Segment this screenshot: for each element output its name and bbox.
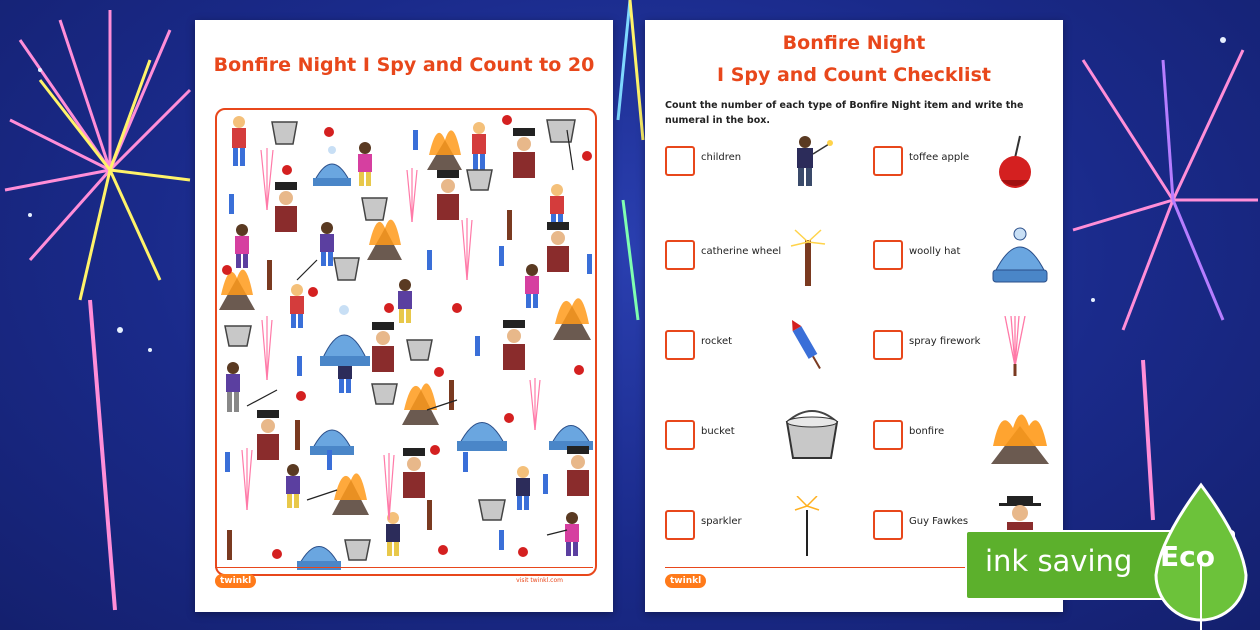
- bucket-icon: [547, 120, 575, 142]
- count-box[interactable]: [873, 420, 903, 450]
- bonfire-icon: [219, 270, 255, 310]
- guy-fawkes-icon: [503, 320, 525, 370]
- catherine-wheel-icon: [227, 210, 512, 560]
- checklist-item-catherine-wheel: [665, 226, 855, 286]
- count-box[interactable]: [873, 240, 903, 270]
- bucket-icon: [407, 340, 432, 360]
- bonfire-icon: [985, 406, 1055, 466]
- checklist-title-line1: Bonfire Night: [782, 32, 926, 54]
- bucket-icon: [362, 198, 387, 220]
- eco-label: Eco: [1160, 540, 1215, 573]
- toffee-apple-icon: [985, 132, 1055, 192]
- item-label: children: [701, 152, 742, 163]
- bucket-icon: [479, 500, 505, 520]
- child-icon: [232, 116, 246, 166]
- bucket-icon: [372, 384, 397, 404]
- item-label: woolly hat: [909, 246, 961, 257]
- checklist-item-sparkler: [665, 496, 855, 556]
- firework-left-decoration: [0, 0, 200, 630]
- firework-middle-decoration: [613, 0, 647, 630]
- item-label: spray firework: [909, 336, 981, 347]
- count-box[interactable]: [665, 240, 695, 270]
- bucket-icon: [777, 406, 847, 466]
- bonfire-icon: [427, 130, 462, 170]
- child-icon: [235, 224, 249, 268]
- bucket-icon: [334, 258, 359, 280]
- child-icon: [472, 122, 486, 170]
- guy-fawkes-icon: [257, 410, 279, 460]
- bucket-icon: [345, 540, 370, 560]
- checklist-instructions: Count the number of each type of Bonfire Night item and write the numeral in the box.: [665, 100, 1024, 126]
- child-icon: [358, 142, 372, 186]
- woolly-hat-icon: [985, 226, 1055, 286]
- item-label: bucket: [701, 426, 735, 437]
- i-spy-picture: [215, 108, 597, 576]
- i-spy-illustration: [217, 110, 595, 574]
- count-box[interactable]: [665, 510, 695, 540]
- child-icon: [565, 512, 579, 556]
- guy-fawkes-icon: [372, 322, 394, 372]
- bonfire-icon: [367, 220, 402, 260]
- child-icon: [550, 184, 564, 228]
- count-box[interactable]: [665, 146, 695, 176]
- checklist-item-children: [665, 132, 855, 192]
- item-label: sparkler: [701, 516, 742, 527]
- twinkl-logo: twinkl: [215, 574, 256, 588]
- twinkl-logo: twinkl: [665, 574, 706, 588]
- item-label: bonfire: [909, 426, 945, 437]
- child-icon: [525, 264, 539, 308]
- spray-firework-icon: [985, 316, 1055, 376]
- child-icon: [226, 362, 240, 412]
- i-spy-worksheet: [195, 20, 613, 612]
- bonfire-icon: [332, 473, 369, 515]
- count-box[interactable]: [665, 330, 695, 360]
- guy-fawkes-icon: [403, 448, 425, 498]
- count-box[interactable]: [873, 330, 903, 360]
- bucket-icon: [272, 122, 297, 144]
- bonfire-icon: [553, 298, 591, 340]
- rocket-icon: [777, 316, 847, 376]
- child-with-sparkler-icon: [777, 132, 847, 192]
- ink-saving-text: ink saving: [985, 544, 1133, 578]
- woolly-hat-icon: [313, 146, 351, 186]
- checklist-item-rocket: [665, 316, 855, 376]
- checklist-item-bucket: [665, 406, 855, 466]
- checklist-worksheet: [645, 20, 1063, 612]
- count-box[interactable]: [873, 146, 903, 176]
- item-label: rocket: [701, 336, 733, 347]
- item-label: toffee apple: [909, 152, 970, 163]
- bucket-icon: [225, 326, 251, 346]
- checklist-title-line2: I Spy and Count Checklist: [717, 64, 991, 86]
- footer-url: visit twinkl.com: [516, 577, 563, 584]
- guy-fawkes-icon: [513, 128, 535, 178]
- item-label: Guy Fawkes: [909, 516, 969, 527]
- woolly-hat-icon: [457, 423, 507, 452]
- checklist-item-bonfire: [873, 406, 1063, 466]
- sparkler-icon: [777, 496, 847, 556]
- child-icon: [320, 222, 334, 266]
- guy-fawkes-icon: [547, 222, 569, 272]
- woolly-hat-icon: [320, 305, 370, 366]
- checklist-item-woolly-hat: [873, 226, 1063, 286]
- worksheet-title: Bonfire Night I Spy and Count to 20: [213, 54, 595, 76]
- guy-fawkes-icon: [437, 170, 459, 220]
- child-icon: [516, 466, 530, 510]
- child-icon: [290, 284, 304, 328]
- count-box[interactable]: [665, 420, 695, 450]
- count-box[interactable]: [873, 510, 903, 540]
- guy-fawkes-icon: [567, 446, 589, 496]
- child-icon: [286, 464, 300, 508]
- checklist-item-toffee-apple: [873, 132, 1063, 192]
- bucket-icon: [467, 170, 492, 190]
- checklist-item-spray-firework: [873, 316, 1063, 376]
- worksheet-footer: [215, 567, 593, 592]
- bonfire-icon: [402, 383, 439, 425]
- item-label: catherine wheel: [701, 246, 782, 257]
- child-icon: [398, 279, 412, 323]
- child-icon: [386, 512, 400, 556]
- catherine-wheel-icon: [777, 226, 847, 286]
- guy-fawkes-icon: [275, 182, 297, 232]
